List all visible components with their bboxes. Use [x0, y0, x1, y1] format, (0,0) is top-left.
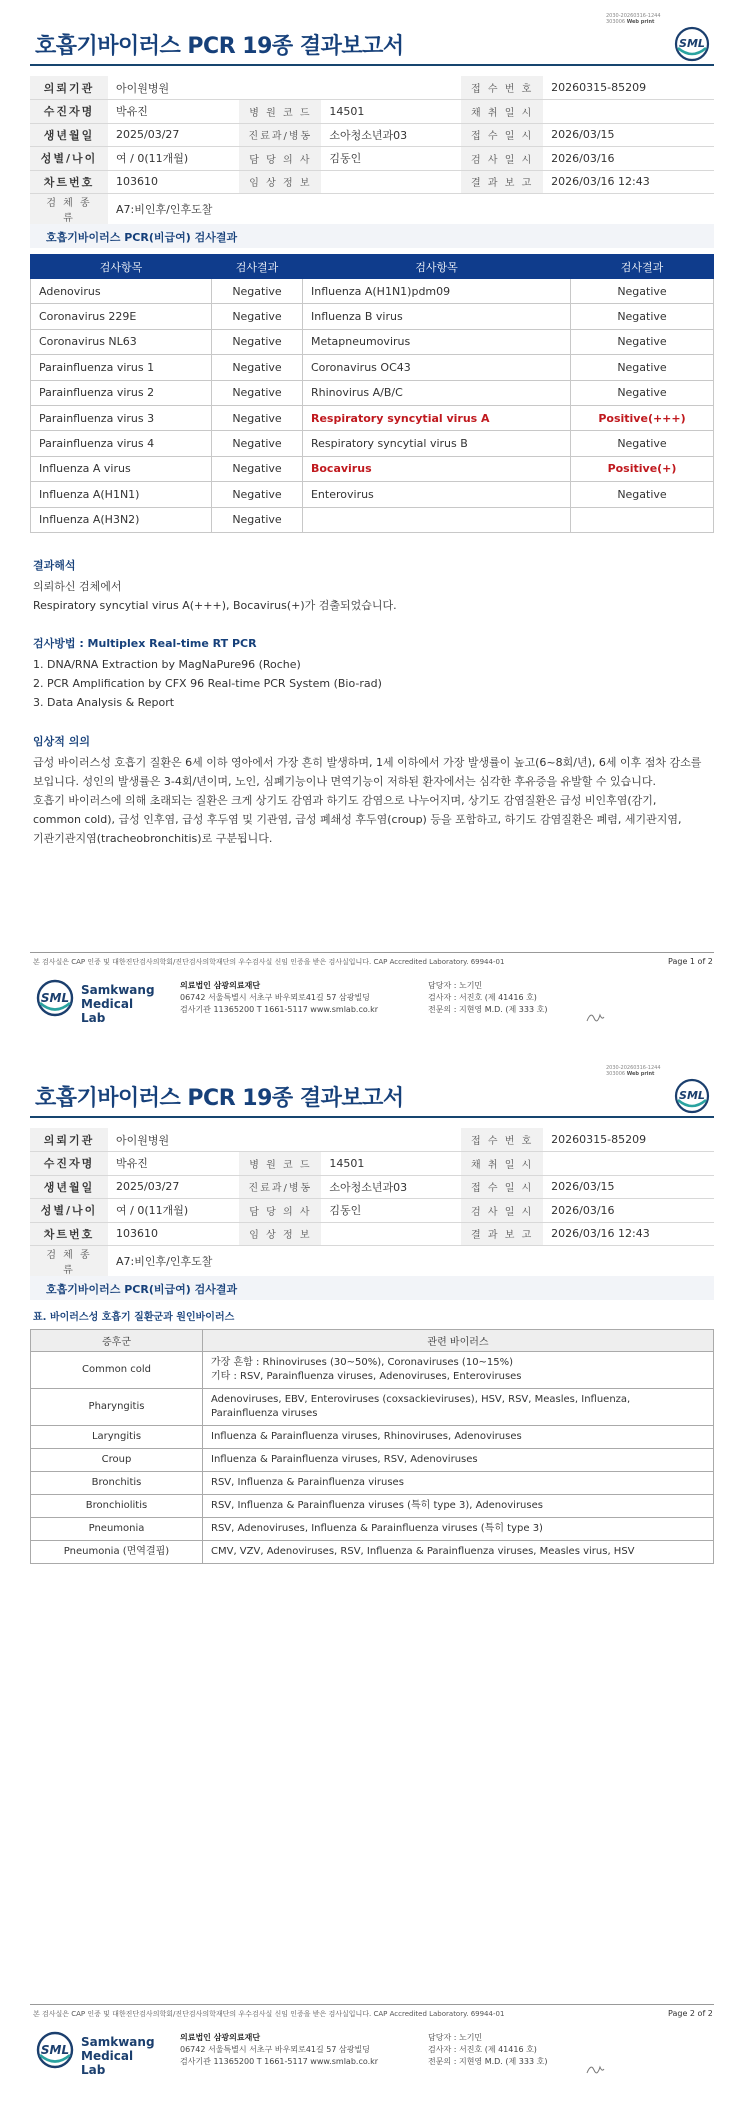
results-header-3: 검사결과: [571, 255, 714, 279]
test-result: Negative: [212, 329, 303, 354]
hospital-code: 14501: [321, 100, 461, 124]
footer-address: 의료법인 삼광의료재단 06742 서울특별시 서초구 바우뫼로41길 57 삼광빌딩 검사기관 11365200 T 1661-5117 www.smlab.co.kr: [180, 2033, 379, 2066]
results-section-title: 호흡기바이러스 PCR(비급여) 검사결과: [30, 224, 714, 248]
patient-info-table: 의뢰기관 아이원병원 접 수 번 호 20260315-85209 수진자명 박유진 병 원 코 드 14501 채 취 일 시 생년월일 2025/03/27 진료과/병동 소아청소년과03 접 수 일 시 2026/03/15 성별/나이 여 / 0(11개월) 담 당 의 사 김동인 검 사 일 시 2026/03/16 차트번호 103610 임 상 정 보 결 과 보 고 2026/03/16 12:43 검 체 종 류 A7:비인후/인후도찰: [30, 1128, 714, 1277]
test-item: [302, 507, 570, 532]
virus-cell: [203, 1426, 714, 1449]
test-item: Influenza A(H1N1): [31, 482, 212, 507]
page-number: Page 2 of 2: [668, 2009, 713, 2018]
dept-value: 소아청소년과03: [321, 123, 461, 147]
title-divider: [30, 64, 714, 66]
table-row: [31, 1449, 714, 1472]
test-result: Negative: [571, 380, 714, 405]
results-section-title: 호흡기바이러스 PCR(비급여) 검사결과: [30, 1276, 714, 1300]
test-result: Positive(+): [571, 456, 714, 481]
test-result: Negative: [571, 482, 714, 507]
sml-logo: SML: [674, 26, 710, 62]
test-item: Parainfluenza virus 1: [31, 355, 212, 380]
sex-age: 여 / 0(11개월): [108, 147, 239, 171]
results-header-1: 검사결과: [212, 255, 303, 279]
title-divider: [30, 1116, 714, 1118]
syndrome-cell: Pneumonia (면역결핍): [31, 1541, 203, 1564]
syndrome-cell: Croup: [31, 1449, 203, 1472]
test-item: Influenza B virus: [302, 304, 570, 329]
chart-number: 103610: [108, 170, 239, 194]
syndrome-cell: Laryngitis: [31, 1426, 203, 1449]
test-result: Negative: [212, 431, 303, 456]
test-item: Respiratory syncytial virus B: [302, 431, 570, 456]
report-code: 2030-20260316-1244 303006 Web print: [606, 13, 661, 25]
table-row: [31, 380, 714, 405]
page-title: 호흡기바이러스 PCR 19종 결과보고서: [35, 1086, 404, 1111]
virus-cell: [203, 1518, 714, 1541]
test-result: Negative: [212, 456, 303, 481]
footer-logo: SML Samkwang Medical Lab: [35, 978, 155, 1018]
clinical-significance-block: 임상적 의의 급성 바이러스성 호흡기 질환은 6세 이하 영아에서 가장 흔히 발생하며, 1세 이하에서 가장 발생률이 높고(6~8회/년), 6세 이후 점차 감소를 보입니다. 성인의 발생률은 3-4회/년이며, 노인, 심폐기능이나 면역기능이 저하된 환자에서는 심각한 후유증을 유발할 수 있습니다. 호흡기 바이러스에 의해 초래되는 질환은 크게 상기도 감염과 하기도 감염으로 나누어지며, 상기도 감염질환은 급성 비인후염(감기, common cold), 급성 인후염, 급성 후두염 및 기관염, 급성 폐쇄성 후두염(croup) 등을 포함하고, 하기도 감염질환은 폐렴, 세기관지염, 기관기관지염(tracheobronchitis)로 구분됩니다.: [33, 735, 702, 845]
footer-divider: [30, 2004, 714, 2005]
table-row: [31, 405, 714, 430]
footer-divider: [30, 952, 714, 953]
test-result: Negative: [212, 380, 303, 405]
footer-address: 의료법인 삼광의료재단 06742 서울특별시 서초구 바우뫼로41길 57 삼광빌딩 검사기관 11365200 T 1661-5117 www.smlab.co.kr: [180, 981, 379, 1014]
test-result: Negative: [571, 329, 714, 354]
footer-staff: 담당자 : 노기민 검사자 : 서진호 (제 41416 호) 전문의 : 지현영 M.D. (제 333 호): [428, 2033, 548, 2066]
results-header-2: 검사항목: [302, 255, 570, 279]
virus-line: Parainfluenza viruses: [211, 1408, 318, 1419]
test-item: Adenovirus: [31, 279, 212, 304]
page-number: Page 1 of 2: [668, 957, 713, 966]
table-row: [31, 1352, 714, 1389]
table-row: [31, 507, 714, 532]
test-item: Influenza A(H1N1)pdm09: [302, 279, 570, 304]
test-result: Negative: [212, 507, 303, 532]
results-header-0: 검사항목: [31, 255, 212, 279]
virus-line: 가장 흔함 : Rhinoviruses (30~50%), Coronaviruses (10~15%): [211, 1357, 514, 1368]
reported-value: 2026/03/16 12:43: [543, 170, 714, 194]
virus-cell: [203, 1472, 714, 1495]
virus-cell: [203, 1352, 714, 1389]
virus-line: RSV, Influenza & Parainfluenza viruses (특히 type 3), Adenoviruses: [211, 1500, 543, 1511]
accession-value: 20260315-85209: [543, 76, 714, 100]
test-result: Positive(+++): [571, 405, 714, 430]
footer-staff: 담당자 : 노기민 검사자 : 서진호 (제 41416 호) 전문의 : 지현영 M.D. (제 333 호): [428, 981, 548, 1014]
table-row: [31, 304, 714, 329]
test-item: Enterovirus: [302, 482, 570, 507]
virus-line: CMV, VZV, Adenoviruses, RSV, Influenza & Parainfluenza viruses, Measles virus, HSV: [211, 1546, 635, 1557]
syndrome-virus-table: [30, 1329, 714, 1564]
test-item: Influenza A(H3N2): [31, 507, 212, 532]
test-item: Metapneumovirus: [302, 329, 570, 354]
virus-line: RSV, Adenoviruses, Influenza & Parainfluenza viruses (특히 type 3): [211, 1523, 543, 1534]
table-row: [31, 1426, 714, 1449]
test-item: Bocavirus: [302, 456, 570, 481]
table-row: [31, 431, 714, 456]
test-result: Negative: [571, 304, 714, 329]
table-row: [31, 456, 714, 481]
test-result: Negative: [571, 279, 714, 304]
virus-cell: [203, 1541, 714, 1564]
table-row: [31, 1518, 714, 1541]
page-title: 호흡기바이러스 PCR 19종 결과보고서: [35, 34, 404, 59]
test-item: Coronavirus OC43: [302, 355, 570, 380]
sml-logo: SML: [674, 1078, 710, 1114]
specimen-value: A7:비인후/인후도찰: [108, 194, 714, 225]
syndrome-cell: Pharyngitis: [31, 1389, 203, 1426]
syndrome-cell: Bronchitis: [31, 1472, 203, 1495]
virus-table-title: 표. 바이러스성 호흡기 질환군과 원인바이러스: [33, 1312, 235, 1323]
virus-table-header-0: 증후군: [31, 1330, 203, 1352]
test-result: [571, 507, 714, 532]
footer-logo: SML Samkwang Medical Lab: [35, 2030, 155, 2070]
hospital-value: 아이원병원: [108, 76, 461, 100]
virus-line: Influenza & Parainfluenza viruses, Rhinoviruses, Adenoviruses: [211, 1431, 522, 1442]
footer-note: 본 검사실은 CAP 인증 및 대한진단검사의학회/진단검사의학재단의 우수검사실 신임 인증을 받은 검사실입니다. CAP Accredited Laboratory. 69944-01: [33, 958, 505, 966]
test-item: Influenza A virus: [31, 456, 212, 481]
test-result: Negative: [571, 431, 714, 456]
virus-cell: [203, 1449, 714, 1472]
table-row: [31, 1495, 714, 1518]
syndrome-cell: Common cold: [31, 1352, 203, 1389]
test-result: Negative: [212, 482, 303, 507]
virus-line: 기타 : RSV, Parainfluenza viruses, Adenoviruses, Enteroviruses: [211, 1371, 522, 1382]
test-item: Parainfluenza virus 2: [31, 380, 212, 405]
footer-note: 본 검사실은 CAP 인증 및 대한진단검사의학회/진단검사의학재단의 우수검사실 신임 인증을 받은 검사실입니다. CAP Accredited Laboratory. 69944-01: [33, 2010, 505, 2018]
test-item: Parainfluenza virus 3: [31, 405, 212, 430]
table-row: [31, 329, 714, 354]
virus-table-header-1: 관련 바이러스: [203, 1330, 714, 1352]
signature-icon: [585, 2062, 605, 2079]
received-value: 2026/03/15: [543, 123, 714, 147]
virus-cell: [203, 1389, 714, 1426]
test-result: Negative: [212, 279, 303, 304]
patient-info-table: 의뢰기관 아이원병원 접 수 번 호 20260315-85209 수진자명 박유진 병 원 코 드 14501 채 취 일 시 생년월일 2025/03/27 진료과/병동 소아청소년과03 접 수 일 시 2026/03/15 성별/나이 여 / 0(11개월) 담 당 의 사 김동인 검 사 일 시 2026/03/16 차트번호 103610 임 상 정 보 결 과 보 고 2026/03/16 12:43 검 체 종 류 A7:비인후/인후도찰: [30, 76, 714, 225]
syndrome-cell: Bronchiolitis: [31, 1495, 203, 1518]
table-row: [31, 279, 714, 304]
test-result: Negative: [212, 304, 303, 329]
virus-line: RSV, Influenza & Parainfluenza viruses: [211, 1477, 404, 1488]
report-code: 2030-20260316-1244 303006 Web print: [606, 1065, 661, 1077]
test-result: Negative: [571, 355, 714, 380]
birth-date: 2025/03/27: [108, 123, 239, 147]
virus-line: Adenoviruses, EBV, Enteroviruses (coxsackieviruses), HSV, RSV, Measles, Influenza,: [211, 1394, 631, 1405]
collected-value: [543, 100, 714, 124]
test-item: Respiratory syncytial virus A: [302, 405, 570, 430]
table-row: [31, 355, 714, 380]
patient-name: 박유진: [108, 100, 239, 124]
doctor-value: 김동인: [321, 147, 461, 171]
test-result: Negative: [212, 355, 303, 380]
table-row: [31, 1541, 714, 1564]
test-result: Negative: [212, 405, 303, 430]
table-row: [31, 1472, 714, 1495]
virus-line: Influenza & Parainfluenza viruses, RSV, Adenoviruses: [211, 1454, 478, 1465]
table-row: [31, 1389, 714, 1426]
virus-cell: [203, 1495, 714, 1518]
signature-icon: [585, 1010, 605, 1027]
results-table: [30, 254, 714, 533]
method-block: 검사방법 : Multiplex Real-time RT PCR 1. DNA/RNA Extraction by MagNaPure96 (Roche) 2. PCR Amplification by CFX 96 Real-time PCR System (Bio-rad) 3. Data Analysis & Report: [33, 637, 382, 709]
test-item: Rhinovirus A/B/C: [302, 380, 570, 405]
table-row: [31, 482, 714, 507]
test-item: Coronavirus NL63: [31, 329, 212, 354]
interpretation-block: 결과해석 의뢰하신 검체에서 Respiratory syncytial virus A(+++), Bocavirus(+)가 검출되었습니다.: [33, 559, 397, 612]
tested-value: 2026/03/16: [543, 147, 714, 171]
syndrome-cell: Pneumonia: [31, 1518, 203, 1541]
test-item: Coronavirus 229E: [31, 304, 212, 329]
report-page-2: [0, 1052, 744, 2104]
test-item: Parainfluenza virus 4: [31, 431, 212, 456]
clinical-info: [321, 170, 461, 194]
